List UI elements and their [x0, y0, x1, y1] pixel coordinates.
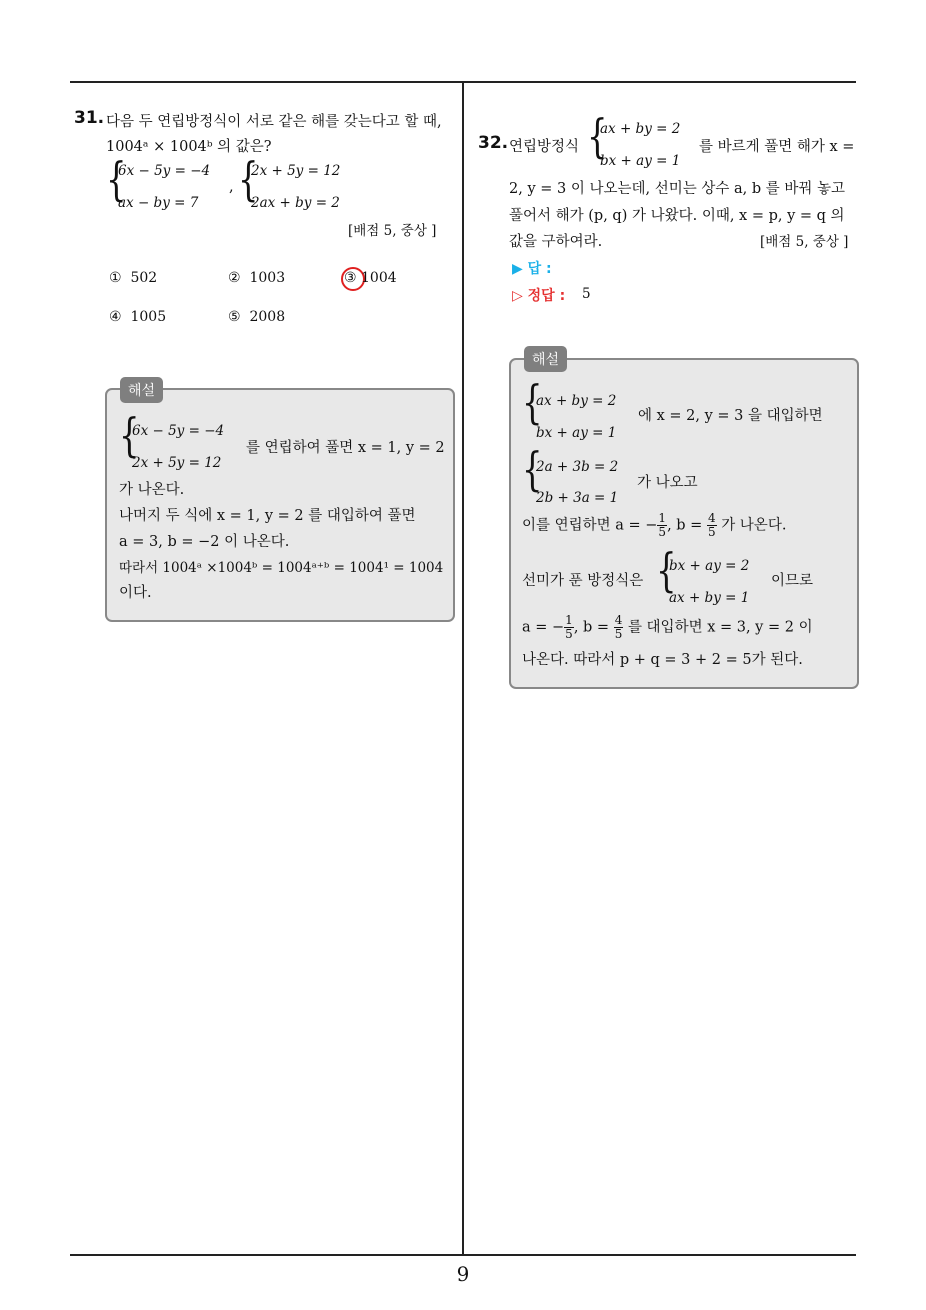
explanation-text: 를 대입하면 x = 3, y = 2 이 — [627, 619, 813, 636]
equation: 2ax + by = 2 — [251, 195, 340, 211]
column-divider — [462, 81, 464, 1255]
choice-1[interactable]: ① 502 — [109, 270, 158, 286]
equation: ax + by = 1 — [669, 590, 750, 606]
fraction: $\frac{4}{5}$ — [614, 613, 623, 641]
system-brace: { — [587, 109, 608, 163]
explanation-text: 나온다. 따라서 p + q = 3 + 2 = 5가 된다. — [522, 652, 803, 668]
system-brace: { — [106, 152, 127, 206]
explanation-line — [522, 512, 786, 539]
explanation-text: 따라서 1004ᵃ ×1004ᵇ = 1004ᵃ⁺ᵇ = 1004¹ = 1004 — [119, 560, 444, 576]
correct-answer-label: ▷ 정답 : — [512, 288, 566, 304]
fraction: $\frac{1}{5}$ — [658, 511, 667, 539]
explanation-text: 에 x = 2, y = 3 을 대입하면 — [638, 408, 823, 424]
explanation-text: 나머지 두 식에 x = 1, y = 2 를 대입하여 풀면 — [119, 508, 416, 524]
separator: , — [229, 179, 234, 195]
correct-answer-value: 5 — [582, 286, 591, 302]
system-brace: { — [119, 408, 140, 462]
fraction: $\frac{4}{5}$ — [707, 511, 716, 539]
choice-4[interactable]: ④ 1005 — [109, 309, 167, 325]
system-brace: { — [656, 543, 677, 597]
explanation-text: 이므로 — [771, 573, 814, 589]
system-brace: { — [238, 152, 259, 206]
equation: ax − by = 7 — [118, 195, 199, 211]
explanation-tag: 해설 — [120, 377, 163, 403]
choice-5[interactable]: ⑤ 2008 — [228, 309, 286, 325]
explanation-text: 이를 연립하면 a = − — [522, 517, 658, 534]
explanation-tag: 해설 — [524, 346, 567, 372]
equation: 2x + 5y = 12 — [251, 163, 341, 179]
question-prompt: 2, y = 3 이 나오는데, 선미는 상수 a, b 를 바꿔 놓고 — [509, 181, 845, 197]
question-prompt: 값을 구하여라. — [509, 234, 603, 250]
equation: ax + by = 2 — [536, 393, 617, 409]
question-number: 32. — [478, 133, 509, 153]
explanation-text: a = 3, b = −2 이 나온다. — [119, 534, 290, 550]
score-meta: [배점 5, 중상 ] — [760, 234, 849, 250]
explanation-text: 가 나온다. — [119, 482, 185, 498]
page-number: 9 — [456, 1262, 470, 1286]
equation: 6x − 5y = −4 — [132, 423, 225, 439]
question-prompt-expr: 1004ᵃ × 1004ᵇ 의 값은? — [106, 139, 272, 155]
equation: bx + ay = 1 — [600, 153, 681, 169]
equation: 6x − 5y = −4 — [118, 163, 211, 179]
explanation-text: 이다. — [119, 585, 152, 601]
system-brace: { — [522, 442, 543, 496]
explanation-text: 가 나오고 — [637, 475, 698, 491]
explanation-text: 를 연립하여 풀면 x = 1, y = 2 — [246, 440, 445, 456]
bottom-rule — [70, 1254, 856, 1256]
fraction: $\frac{1}{5}$ — [565, 613, 573, 641]
question-number: 31. — [74, 108, 105, 128]
equation: 2b + 3a = 1 — [536, 490, 619, 506]
explanation-text: , b = — [667, 517, 703, 534]
explanation-text: 가 나온다. — [721, 517, 787, 534]
equation: 2x + 5y = 12 — [132, 455, 222, 471]
choice-2[interactable]: ② 1003 — [228, 270, 286, 286]
explanation-line — [522, 614, 813, 641]
explanation-text: a = − — [522, 619, 565, 636]
question-prompt: 를 바르게 풀면 해가 x = — [699, 139, 855, 155]
system-brace: { — [522, 375, 543, 429]
question-prompt: 연립방정식 — [509, 139, 580, 155]
choice-3[interactable]: ③ 1004 — [344, 270, 397, 286]
question-prompt: 다음 두 연립방정식이 서로 같은 해를 갖는다고 할 때, — [106, 114, 442, 130]
equation: ax + by = 2 — [600, 121, 681, 137]
explanation-text: , b = — [573, 619, 610, 636]
score-meta: [배점 5, 중상 ] — [348, 223, 437, 239]
question-prompt: 풀어서 해가 (p, q) 가 나왔다. 이때, x = p, y = q 의 — [509, 208, 845, 224]
answer-label: ▶ 답 : — [512, 261, 552, 277]
explanation-text: 선미가 푼 방정식은 — [522, 573, 644, 589]
equation: bx + ay = 1 — [536, 425, 617, 441]
equation: 2a + 3b = 2 — [536, 459, 619, 475]
equation: bx + ay = 2 — [669, 558, 750, 574]
